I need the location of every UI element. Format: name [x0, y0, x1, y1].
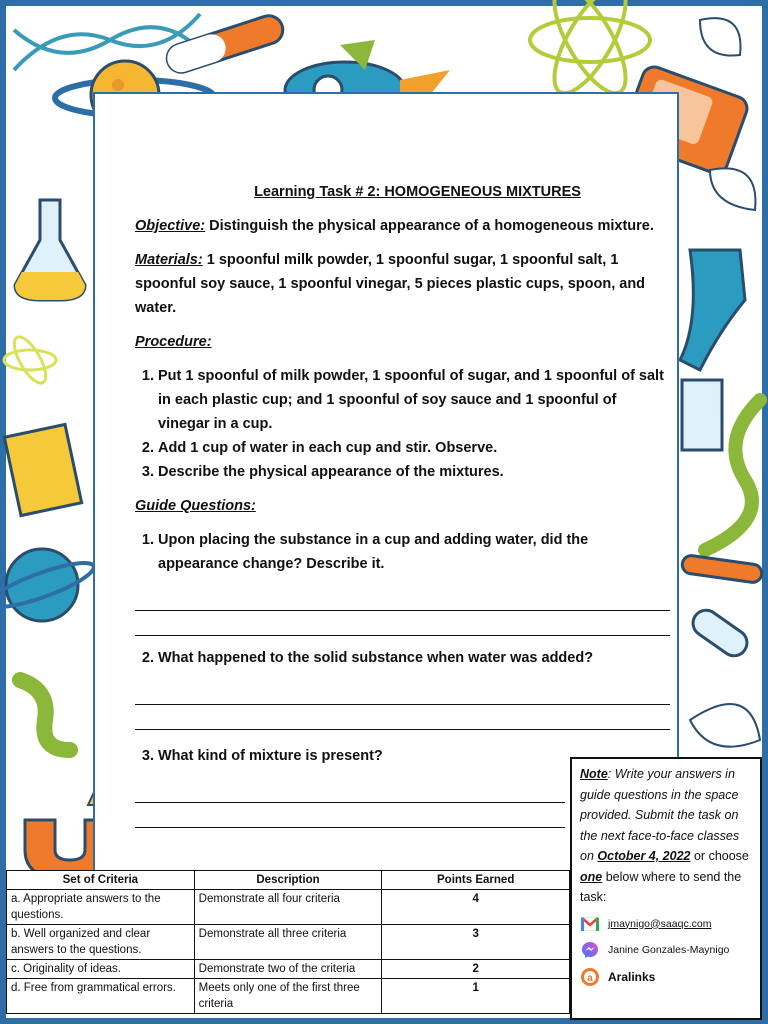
- question-text: 3. What kind of mixture is present?: [158, 744, 670, 768]
- rubric-table: [6, 870, 570, 1014]
- note-text-2: or choose: [693, 849, 749, 863]
- guide-label: Guide Questions:: [135, 498, 256, 514]
- procedure-step: 2. Add 1 cup of water in each cup and stir. Observe.: [158, 436, 670, 460]
- guide-heading: [135, 494, 670, 518]
- question-text: 1. Upon placing the substance in a cup and adding water, did the appearance change? Describe it.: [158, 528, 670, 576]
- objective-label: Objective:: [135, 218, 206, 234]
- header-description: Description: [194, 871, 382, 890]
- submission-note: [570, 757, 762, 1020]
- table-row: [7, 960, 570, 979]
- note-text-3: below where to send the task:: [580, 869, 742, 904]
- question-1: [135, 528, 670, 576]
- procedure-label: Procedure:: [135, 334, 212, 350]
- table-row: [7, 925, 570, 960]
- description-cell: Demonstrate all four criteria: [194, 890, 382, 925]
- header-criteria: Set of Criteria: [7, 871, 195, 890]
- messenger-contact[interactable]: [580, 940, 754, 961]
- objective-text: Distinguish the physical appearance of a homogeneous mixture.: [205, 218, 654, 234]
- points-cell: 2: [382, 960, 570, 979]
- rubric-header-row: [7, 871, 570, 890]
- aralinks-icon: [580, 967, 600, 987]
- criteria-cell: d. Free from grammatical errors.: [7, 979, 195, 1014]
- table-row: [7, 979, 570, 1014]
- points-cell: 4: [382, 890, 570, 925]
- question-text: 2. What happened to the solid substance when water was added?: [158, 646, 670, 670]
- description-cell: Demonstrate all three criteria: [194, 925, 382, 960]
- procedure-list: [135, 364, 670, 484]
- materials: [135, 248, 670, 320]
- answer-line[interactable]: [135, 778, 565, 803]
- test-tube-doodle: [164, 12, 287, 76]
- description-cell: Demonstrate two of the criteria: [194, 960, 382, 979]
- aralinks-text[interactable]: Aralinks: [608, 969, 656, 984]
- page-title: Learning Task # 2: HOMOGENEOUS MIXTURES: [254, 184, 581, 200]
- due-date: October 4, 2022: [597, 849, 691, 863]
- question-2: [135, 646, 670, 670]
- atom-doodle: [530, 0, 650, 103]
- points-cell: 1: [382, 979, 570, 1014]
- materials-text: 1 spoonful milk powder, 1 spoonful sugar, 1 spoonful salt, 1 spoonful soy sauce, 1 spoonful vinegar, 5 pieces plastic cups, spoon, and water.: [135, 252, 646, 316]
- email-text[interactable]: jmaynigo@saaqc.com: [608, 917, 712, 930]
- description-cell: Meets only one of the first three criteria: [194, 979, 382, 1014]
- table-row: [7, 890, 570, 925]
- answer-line[interactable]: [135, 803, 565, 828]
- answer-line[interactable]: [135, 611, 670, 636]
- procedure-heading: [135, 330, 670, 354]
- points-cell: 3: [382, 925, 570, 960]
- notebook-doodle: [4, 424, 81, 515]
- header-points: Points Earned: [382, 871, 570, 890]
- note-label: Note: [580, 767, 608, 781]
- note-text: : Write your answers in guide questions in the space provided. Submit the task on the next face-to-face classes on: [580, 767, 740, 863]
- microscope-doodle: [680, 250, 745, 370]
- messenger-icon: [580, 940, 600, 960]
- note-one: one: [580, 869, 603, 884]
- answer-line[interactable]: [135, 705, 670, 730]
- aralinks-contact[interactable]: [580, 967, 754, 988]
- criteria-cell: a. Appropriate answers to the questions.: [7, 890, 195, 925]
- leaf-doodle: [700, 18, 741, 55]
- criteria-cell: b. Well organized and clear answers to the questions.: [7, 925, 195, 960]
- worksheet-content: [135, 180, 670, 828]
- answer-line[interactable]: [135, 680, 670, 705]
- criteria-cell: c. Originality of ideas.: [7, 960, 195, 979]
- email-contact[interactable]: [580, 914, 754, 935]
- objective: [135, 214, 670, 238]
- gmail-icon: [580, 914, 600, 934]
- messenger-text[interactable]: Janine Gonzales-Maynigo: [608, 944, 730, 956]
- flask-doodle: [15, 200, 85, 300]
- materials-label: Materials:: [135, 252, 203, 268]
- procedure-step: 3. Describe the physical appearance of the mixtures.: [158, 460, 670, 484]
- procedure-step: 1. Put 1 spoonful of milk powder, 1 spoonful of sugar, and 1 spoonful of salt in each plastic cup; and 1 spoonful of soy sauce and 1 spoonful of vinegar in a cup.: [158, 364, 670, 436]
- answer-line[interactable]: [135, 586, 670, 611]
- svg-text:a: a: [587, 972, 593, 984]
